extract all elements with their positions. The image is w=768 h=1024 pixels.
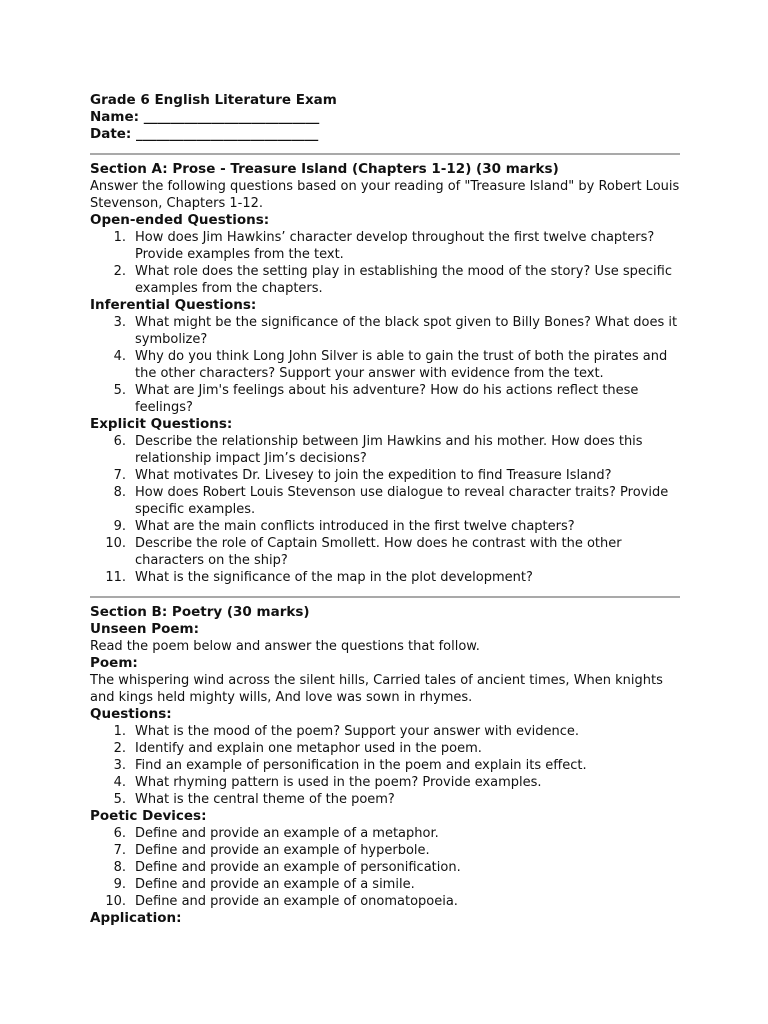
name-line: Name: __________________________ — [90, 109, 320, 125]
question-item: 9. What are the main conflicts introduced in the first twelve chapters? — [113, 519, 575, 534]
question-item: 4. What rhyming pattern is used in the poem? Provide examples. — [113, 775, 542, 790]
question-item: 5. What is the central theme of the poem? — [113, 792, 395, 807]
open-ended-heading: Open-ended Questions: — [90, 212, 270, 228]
question-item: 1. How does Jim Hawkins’ character develop throughout the first twelve chapters? Provide examples from the text. — [113, 230, 655, 262]
inferential-list — [90, 314, 680, 416]
question-item: 8. How does Robert Louis Stevenson use dialogue to reveal character traits? Provide specific examples. — [113, 485, 669, 517]
unseen-poem-intro: Read the poem below and answer the questions that follow. — [90, 639, 480, 654]
poem-heading: Poem: — [90, 655, 138, 671]
section-a-title: Section A: Prose - Treasure Island (Chapters 1-12) (30 marks) — [90, 161, 559, 177]
question-item: 3. Find an example of personification in the poem and explain its effect. — [113, 758, 587, 773]
question-item: 6. Define and provide an example of a metaphor. — [113, 826, 439, 841]
question-item: 4. Why do you think Long John Silver is able to gain the trust of both the pirates and the other characters? Support your answer with evidence from the text. — [113, 349, 668, 381]
date-line: Date: ___________________________ — [90, 126, 319, 142]
open-ended-list — [90, 229, 680, 297]
question-item: 10. Define and provide an example of onomatopoeia. — [105, 894, 458, 909]
explicit-heading: Explicit Questions: — [90, 416, 233, 432]
application-heading: Application: — [90, 910, 182, 926]
poetic-devices-heading: Poetic Devices: — [90, 808, 207, 824]
unseen-poem-heading: Unseen Poem: — [90, 621, 200, 637]
question-item: 7. Define and provide an example of hyperbole. — [113, 843, 430, 858]
question-item: 3. What might be the significance of the black spot given to Billy Bones? What does it symbolize? — [113, 315, 678, 347]
section-b-title: Section B: Poetry (30 marks) — [90, 604, 310, 620]
question-item: 9. Define and provide an example of a simile. — [113, 877, 415, 892]
exam-page — [90, 92, 680, 927]
question-item: 8. Define and provide an example of personification. — [113, 860, 461, 875]
inferential-heading: Inferential Questions: — [90, 297, 257, 313]
question-item: 7. What motivates Dr. Livesey to join the expedition to find Treasure Island? — [113, 468, 612, 483]
poetic-devices-list — [90, 825, 680, 910]
question-item: 2. Identify and explain one metaphor used in the poem. — [113, 741, 482, 756]
section-a-intro: Answer the following questions based on your reading of "Treasure Island" by Robert Louis Stevenson, Chapters 1-12. — [90, 179, 680, 211]
question-item: 6. Describe the relationship between Jim Hawkins and his mother. How does this relationship impact Jim’s decisions? — [113, 434, 643, 466]
section-a — [90, 161, 680, 586]
question-item: 1. What is the mood of the poem? Support your answer with evidence. — [113, 724, 580, 739]
explicit-list — [90, 433, 680, 586]
section-divider — [90, 153, 680, 155]
section-divider — [90, 596, 680, 598]
section-b — [90, 604, 680, 927]
question-item: 2. What role does the setting play in establishing the mood of the story? Use specific examples from the chapters. — [113, 264, 672, 296]
question-item: 11. What is the significance of the map in the plot development? — [105, 570, 533, 585]
question-item: 10. Describe the role of Captain Smollett. How does he contrast with the other characters on the ship? — [105, 536, 622, 568]
poem-text: The whispering wind across the silent hills, Carried tales of ancient times, When knights and kings held mighty wills, And love was sown in rhymes. — [90, 673, 663, 705]
questions-heading: Questions: — [90, 706, 172, 722]
question-item: 5. What are Jim's feelings about his adventure? How do his actions reflect these feelings? — [113, 383, 639, 415]
poem-questions-list — [90, 723, 680, 808]
exam-title: Grade 6 English Literature Exam — [90, 92, 337, 108]
